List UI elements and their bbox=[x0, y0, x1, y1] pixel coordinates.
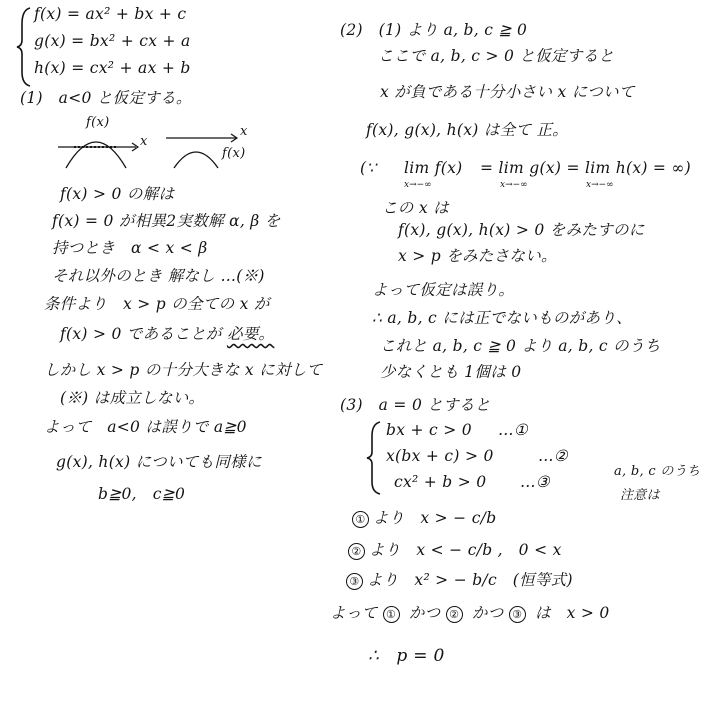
inequality-2-label: …② bbox=[538, 447, 568, 465]
left-line-11: b≧0, c≧0 bbox=[98, 485, 186, 503]
part1-heading: (1) a<0 と仮定する。 bbox=[20, 89, 192, 107]
left-line-5: 条件より x > p の全ての x が bbox=[44, 295, 270, 313]
left-line-2: f(x) = 0 が相異2実数解 α, β を bbox=[52, 212, 281, 230]
case-3: ③ より x² > − b/c (恒等式) bbox=[346, 570, 573, 590]
right-line-8: よって仮定は誤り。 bbox=[372, 281, 515, 299]
conclusion-line: よって ① かつ ② かつ ③ は x > 0 bbox=[330, 604, 610, 622]
right-line-3: f(x), g(x), h(x) は全て 正。 bbox=[366, 121, 569, 139]
left-line-7: しかし x > p の十分大きな x に対して bbox=[44, 361, 323, 379]
left-line-9: よって a<0 は誤りで a≧0 bbox=[44, 418, 247, 436]
right-line-5: この x は bbox=[382, 199, 449, 217]
inequality-3-label: …③ bbox=[520, 473, 550, 491]
final-answer: ∴ p = 0 bbox=[368, 646, 445, 666]
part3-heading: (3) a = 0 とすると bbox=[340, 396, 491, 414]
right-line-6: f(x), g(x), h(x) > 0 をみたすのに bbox=[398, 221, 645, 239]
limit-sub-3: x→−∞ bbox=[586, 180, 614, 190]
system-brace-left bbox=[16, 6, 32, 88]
right-line-2: x が負である十分小さい x について bbox=[380, 83, 635, 101]
right-line-1: ここで a, b, c > 0 と仮定すると bbox=[378, 47, 615, 65]
right-line-7: x > p をみたさない。 bbox=[398, 247, 557, 265]
limit-sub-1: x→−∞ bbox=[404, 180, 432, 190]
side-note-1: a, b, c のうち bbox=[614, 464, 701, 479]
left-line-8: (※) は成立しない。 bbox=[60, 389, 205, 407]
inequality-1: bx + c > 0 bbox=[386, 421, 472, 439]
case-2: ② より x < − c/b , 0 < x bbox=[348, 540, 562, 560]
system-brace-right bbox=[366, 420, 382, 496]
left-line-1: f(x) > 0 の解は bbox=[60, 185, 175, 203]
part2-heading: (2) (1) より a, b, c ≧ 0 bbox=[340, 21, 528, 39]
case-1: ① より x > − c/b bbox=[352, 508, 496, 528]
equation-f: f(x) = ax² + bx + c bbox=[34, 5, 187, 23]
right-line-9: ∴ a, b, c には正でないものがあり、 bbox=[372, 309, 632, 327]
right-line-11: 少なくとも 1個は 0 bbox=[380, 363, 522, 381]
parabola-sketch bbox=[56, 124, 306, 170]
graph-label-f-right: f(x) bbox=[222, 146, 246, 161]
graph-label-f: f(x) bbox=[86, 115, 110, 130]
left-line-6: f(x) > 0 であることが 必要。 bbox=[60, 325, 275, 343]
inequality-3: cx² + b > 0 bbox=[394, 473, 487, 491]
equation-h: h(x) = cx² + ax + b bbox=[34, 59, 191, 77]
side-note-2: 注意は bbox=[620, 488, 660, 503]
equation-g: g(x) = bx² + cx + a bbox=[34, 32, 191, 50]
graph-axis-x1: x bbox=[140, 134, 148, 149]
limit-sub-2: x→−∞ bbox=[500, 180, 528, 190]
right-line-10: これと a, b, c ≧ 0 より a, b, c のうち bbox=[380, 337, 661, 355]
inequality-1-label: …① bbox=[498, 421, 528, 439]
graph-axis-x2: x bbox=[240, 124, 248, 139]
left-line-3: 持つとき α < x < β bbox=[52, 239, 208, 257]
limit-gh: = lim g(x) = lim h(x) = ∞) bbox=[480, 159, 692, 177]
inequality-2: x(bx + c) > 0 bbox=[386, 447, 494, 465]
limit-f: lim f(x) bbox=[404, 159, 463, 177]
limit-prefix: (∵ bbox=[360, 159, 377, 177]
left-line-4: それ以外のとき 解なし …(※) bbox=[52, 267, 265, 285]
left-line-10: g(x), h(x) についても同様に bbox=[56, 453, 262, 471]
